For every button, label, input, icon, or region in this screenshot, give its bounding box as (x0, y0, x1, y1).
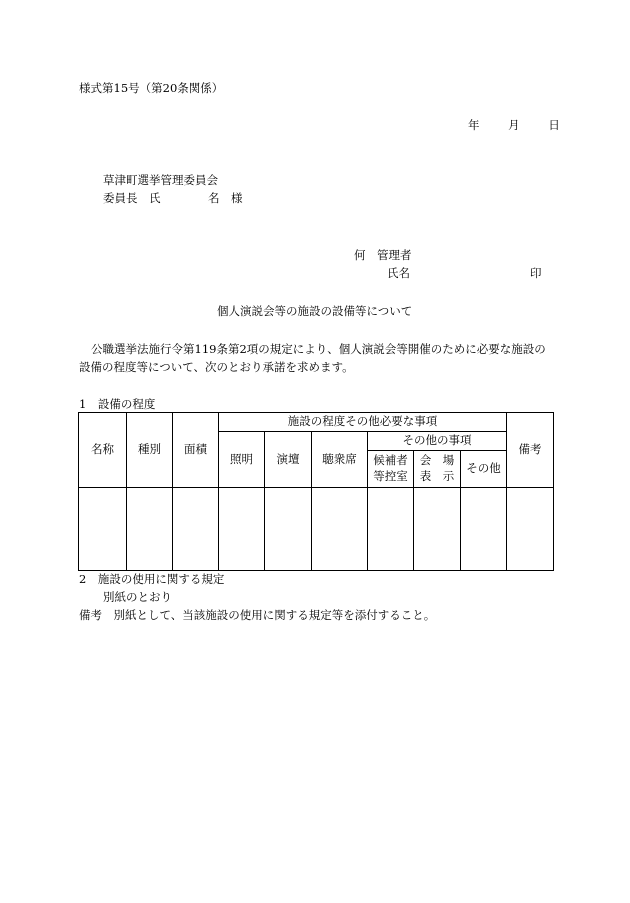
cell-stage[interactable] (265, 488, 312, 571)
header-other-group: その他の事項 (368, 432, 507, 451)
cell-type[interactable] (127, 488, 173, 571)
cell-other[interactable] (461, 488, 507, 571)
cell-name[interactable] (79, 488, 127, 571)
header-stage: 演壇 (265, 432, 312, 488)
cell-lighting[interactable] (219, 488, 265, 571)
header-venue-sign (414, 451, 461, 488)
cell-seats[interactable] (312, 488, 368, 571)
date-year: 年 (468, 118, 480, 132)
header-type: 種別 (127, 413, 173, 488)
header-venue-sign-line2: 表 示 (419, 469, 455, 483)
document-title: 個人演説会等の施設の設備等について (217, 304, 413, 318)
cell-remarks[interactable] (507, 488, 554, 571)
header-name: 名称 (79, 413, 127, 488)
header-lighting: 照明 (219, 432, 265, 488)
table-row (79, 488, 554, 571)
cell-waiting-room[interactable] (368, 488, 414, 571)
header-seats: 聴衆席 (312, 432, 368, 488)
body-line-2: 設備の程度等について、次のとおり承諾を求めます。 (79, 360, 354, 374)
date-day: 日 (548, 118, 560, 132)
header-other: その他 (461, 451, 507, 488)
seal-mark: 印 (530, 266, 542, 280)
date-line (468, 120, 560, 132)
header-venue-sign-line1: 会 場 (419, 453, 455, 468)
cell-venue-sign[interactable] (414, 488, 461, 571)
header-remarks: 備考 (507, 413, 554, 488)
addressee-name: 名 様 (208, 191, 243, 205)
header-waiting-room (368, 451, 414, 488)
addressee-chair: 委員長 氏 (103, 191, 161, 205)
header-area: 面積 (173, 413, 219, 488)
header-waiting-room-line1: 候補者 (373, 453, 408, 468)
section-2-heading: 2 施設の使用に関する規定 (79, 572, 225, 586)
remarks-note: 備考 別紙として、当該施設の使用に関する規定等を添付すること。 (79, 608, 436, 622)
cell-area[interactable] (173, 488, 219, 571)
addressee-committee: 草津町選挙管理委員会 (103, 173, 218, 187)
body-line-1: 公職選挙法施行令第119条第2項の規定により、個人演説会等開催のために必要な施設の (91, 342, 546, 356)
section-1-heading: 1 設備の程度 (79, 397, 156, 411)
header-waiting-room-line2: 等控室 (373, 469, 408, 483)
applicant-name-label: 氏名 (387, 266, 410, 280)
applicant-org: 何 管理者 (354, 248, 412, 262)
date-month: 月 (508, 118, 520, 132)
section-2-detail: 別紙のとおり (103, 590, 172, 604)
facility-table (78, 412, 554, 571)
header-facility-group: 施設の程度その他必要な事項 (219, 413, 507, 432)
form-number: 様式第15号（第20条関係） (79, 81, 224, 95)
